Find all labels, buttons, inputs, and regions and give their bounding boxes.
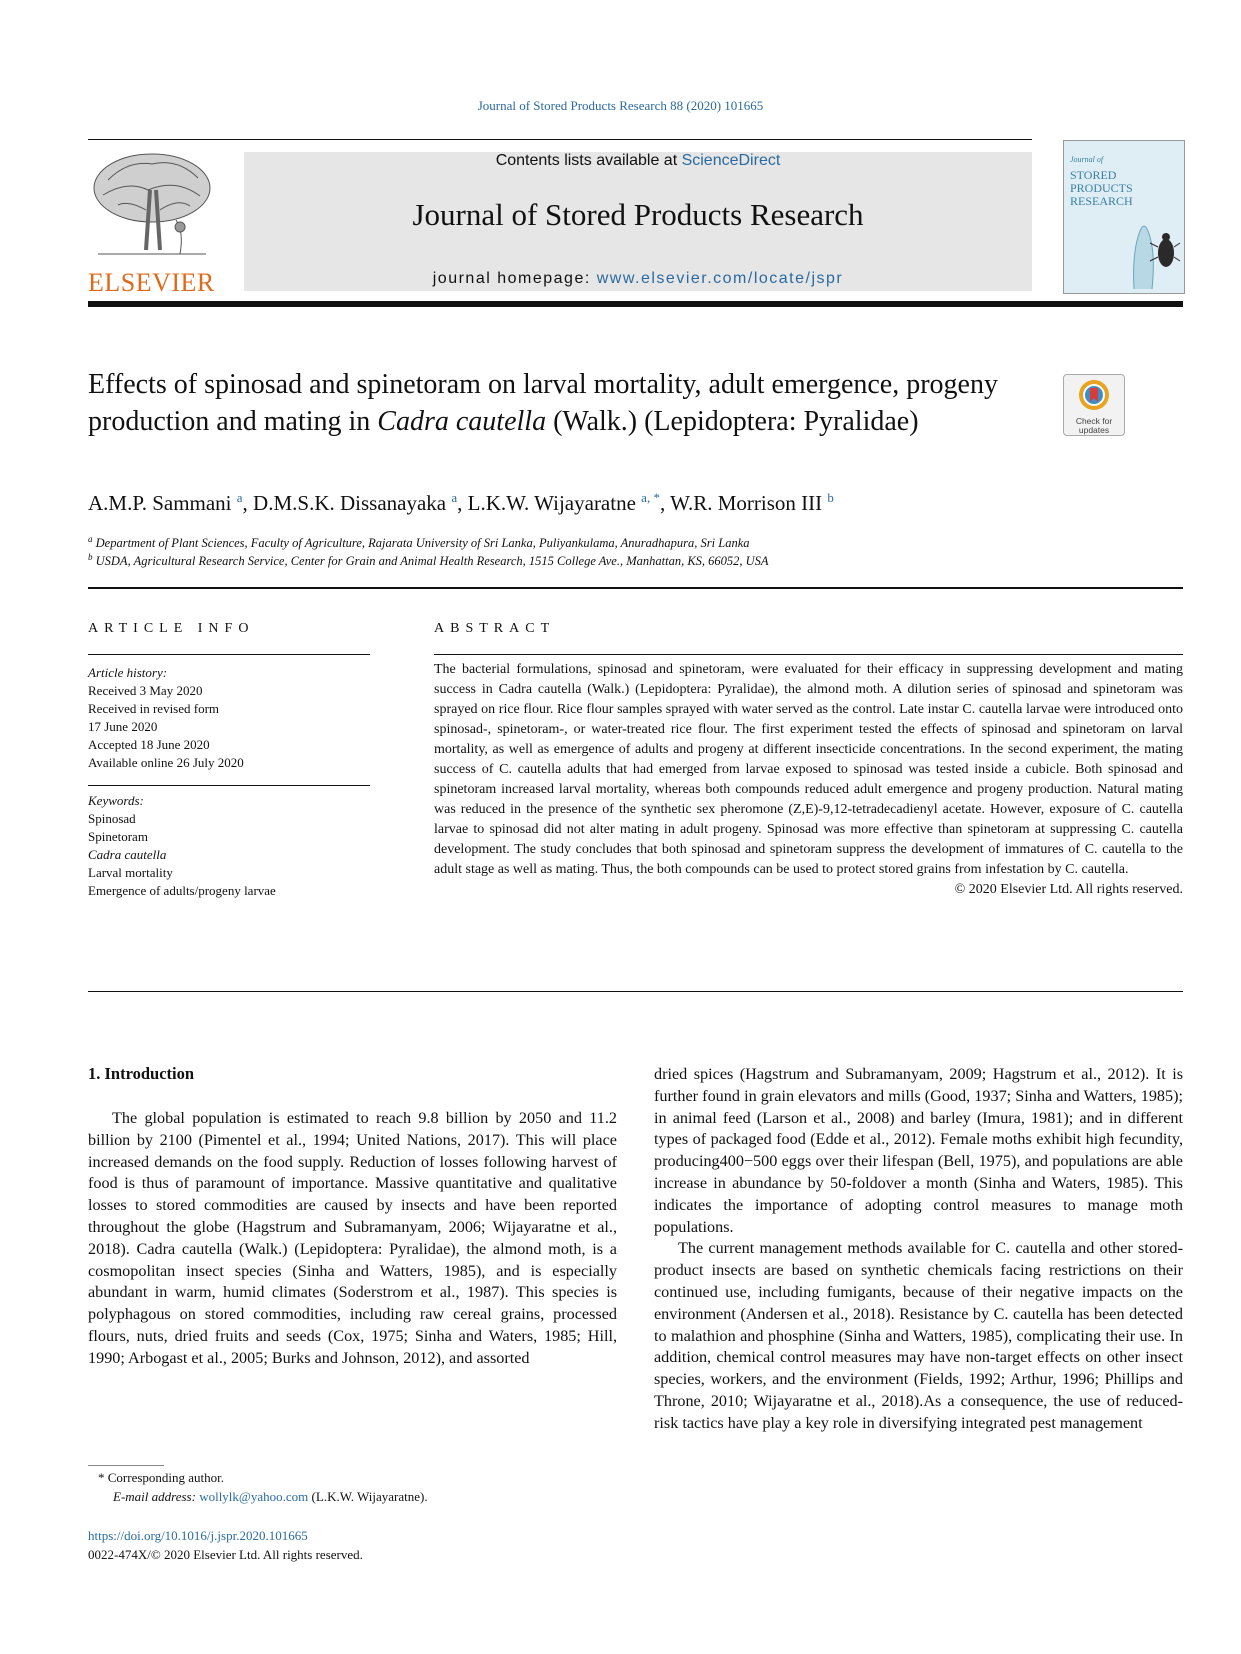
affiliation-text: Department of Plant Sciences, Faculty of Agriculture, Rajarata University of Sri Lanka, Puliyankulama, Anuradhapura, Sri Lanka (95, 536, 750, 551)
email-suffix: (L.K.W. Wijayaratne). (308, 1489, 428, 1504)
history-label: Article history: (88, 665, 168, 680)
affiliation-text: USDA, Agricultural Research Service, Center for Grain and Animal Health Research, 1515 College Ave., Manhattan, KS, 66052, USA (95, 554, 769, 569)
journal-banner (244, 152, 1032, 291)
email-line (88, 1487, 428, 1506)
footnote (88, 1468, 428, 1506)
history-item: Received in revised form (88, 701, 220, 716)
issn-copyright: 0022-474X/© 2020 Elsevier Ltd. All rights reserved. (88, 1547, 363, 1562)
author-affiliation-mark[interactable]: a (451, 490, 458, 505)
abstract-copyright: © 2020 Elsevier Ltd. All rights reserved. (954, 882, 1183, 897)
article-info-heading: ARTICLE INFO (88, 621, 255, 636)
title-species: Cadra cautella (377, 406, 547, 437)
author-affiliation-mark[interactable]: a, * (641, 490, 660, 505)
author-name[interactable]: D.M.S.K. Dissanayaka (253, 491, 447, 515)
author-name[interactable]: A.M.P. Sammani (88, 491, 232, 515)
intro-paragraph: dried spices (Hagstrum and Subramanyam, 2009; Hagstrum et al., 2012). It is further found in grain elevators and mills (Good, 1937; Sinha and Watters, 1985); in animal feed (Larson et al., 2008) and barley (Imura, 1981); and in different types of packaged food (Edde et al., 2012). Female moths exhibit high fecundity, producing400−500 eggs over their lifespan (Bell, 1975), and populations are able increase in abundance by 50-foldover a month (Sinha and Waters, 1985). This indicates the importance of adopting control measures to manage moth populations. (654, 1065, 1183, 1236)
article-info-rule (88, 654, 370, 655)
corresponding-author-note: * Corresponding author. (98, 1470, 225, 1485)
introduction-heading: 1. Introduction (88, 1064, 195, 1083)
footnote-rule (88, 1465, 164, 1466)
affiliation-label: b (88, 552, 93, 562)
cover-title (1070, 169, 1133, 208)
abstract-body (434, 660, 1183, 900)
intro-paragraph: The global population is estimated to reach 9.8 billion by 2050 and 11.2 billion by 2100 (Pimentel et al., 1994; United Nations, 2017). This will place increased demands on the food supply. Reduction of losses following harvest of food is thus of paramount of importance. Massive quantitative and qualitative losses to stored commodities are caused by insects and have been reported throughout the globe (Hagstrum and Subramanyam, 2006; Wijayaratne et al., 2018). Cadra cautella (Walk.) (Lepidoptera: Pyralidae), the almond moth, is a cosmopolitan insect species (Sinha and Watters, 1985), and is especially abundant in warm, humid climates (Soderstrom et al., 1987). This species is polyphagous on stored commodities, including raw cereal grains, processed flours, nuts, dried fruits and seeds (Cox, 1975; Sinha and Waters, 1985; Hill, 1990; Arbogast et al., 2005; Burks and Johnson, 2012), and assorted (88, 1109, 617, 1367)
intro-right-column (654, 1064, 1183, 1435)
homepage-prefix: journal homepage: (432, 270, 597, 287)
email-link[interactable]: wollylk@yahoo.com (199, 1489, 309, 1504)
email-label: E-mail address: (113, 1489, 200, 1504)
intro-left-column (88, 1108, 617, 1370)
author-name[interactable]: L.K.W. Wijayaratne (467, 491, 636, 515)
title-part: (Walk.) (Lepidoptera: Pyralidae) (546, 406, 919, 437)
homepage-link[interactable]: www.elsevier.com/locate/jspr (596, 270, 844, 287)
keyword: Spinosad (88, 811, 136, 826)
section-rule (88, 991, 1183, 992)
contents-prefix: Contents lists available at (495, 152, 682, 169)
header-bottom-rule (88, 301, 1183, 307)
intro-paragraph: The current management methods available for C. cautella and other stored-product insects are based on synthetic chemicals facing restrictions on their continued use, including fumigants, because of their negative impacts on the environment (Andersen et al., 2018). Resistance by C. cautella has been detected to malathion and phosphine (Sinha and Watters, 1985), complicating their use. In addition, chemical control measures may have non-target effects on other insect species, workers, and the environment (Fields, 1992; Arthur, 1996; Phillips and Throne, 2010; Wijayaratne et al., 2018).As a consequence, the use of reduced-risk tactics have play a key role in diversifying integrated pest management (654, 1239, 1183, 1432)
abstract-text: The bacterial formulations, spinosad and spinetoram, were evaluated for their efficacy in suppressing development and mating success in Cadra cautella (Walk.) (Lepidoptera: Pyralidae), the almond moth. A dilution series of spinosad and spinetoram was sprayed on rice flour. Rice flour samples sprayed with water served as the control. Late instar C. cautella larvae were introduced onto spinosad-, spinetoram-, or water-treated rice flour. The first experiment tested the effects of spinosad and spinetoram on larval mortality, as well as emergence of adults and progeny at different insecticide concentrations. In the second experiment, the mating success of C. cautella adults that had emerged from larvae exposed to spinosad was tested inside a cubicle. Both spinosad and spinetoram increased larval mortality, whereas both compounds reduced adult emergence and progeny production. Natural mating was reduced in the presence of the synthetic sex pheromone (Z,E)-9,12-tetradecadienyl acetate. However, exposure of C. cautella larvae to spinosad did not alter mating in adult progeny. Spinosad was more effective than spinetoram at suppressing C. cautella development. The study concludes that both spinosad and spinetoram suppress the development of immatures of C. cautella to the adult stage as well as mating. Thus, the both compounds can be used to protect stored grains from infestation by C. cautella. (434, 662, 1183, 877)
author-list: A.M.P. Sammani $^a$, D.M.S.K. Dissanayaka $^a$, L.K.W. Wijayaratne $^{a, *}$, W.R. Morrison III $^b$ (88, 490, 834, 515)
journal-cover[interactable] (1063, 140, 1185, 294)
history-item: Accepted 18 June 2020 (88, 737, 210, 752)
keyword: Cadra cautella (88, 847, 167, 862)
journal-title: Journal of Stored Products Research (412, 197, 864, 232)
history-item: Available online 26 July 2020 (88, 755, 244, 770)
author-affiliation-mark[interactable]: b (827, 490, 834, 505)
keyword: Emergence of adults/progeny larvae (88, 883, 276, 898)
doi-block (88, 1526, 363, 1564)
keywords-label: Keywords: (88, 793, 144, 808)
history-item: Received 3 May 2020 (88, 683, 203, 698)
cover-small-text: Journal of (1070, 155, 1104, 164)
affiliation-label: a (88, 534, 93, 544)
check-updates-label: Check for updates (1075, 416, 1113, 435)
beetle-icon (1104, 211, 1182, 291)
cover-title-line: STORED (1070, 168, 1117, 182)
doi-link[interactable]: https://doi.org/10.1016/j.jspr.2020.101665 (88, 1528, 308, 1543)
publisher-name: ELSEVIER (88, 268, 215, 297)
keyword: Larval mortality (88, 865, 173, 880)
keyword: Spinetoram (88, 829, 148, 844)
abstract-heading: ABSTRACT (434, 621, 556, 636)
title-part: Effects of spinosad and spinetoram on larval mortality, adult emergence, progeny production and mating in (88, 369, 998, 437)
author-name[interactable]: W.R. Morrison III (670, 491, 823, 515)
check-updates-icon (1077, 378, 1111, 412)
affiliation (88, 552, 769, 569)
elsevier-logo (88, 150, 216, 297)
contents-line (244, 152, 1032, 170)
check-for-updates-button[interactable] (1063, 374, 1125, 436)
cover-title-line: RESEARCH (1070, 194, 1133, 208)
author-affiliation-mark[interactable]: a (236, 490, 243, 505)
keywords (88, 792, 370, 900)
keywords-rule (88, 785, 370, 786)
history-item: 17 June 2020 (88, 719, 158, 734)
sciencedirect-link[interactable]: ScienceDirect (681, 152, 781, 169)
abstract-rule (434, 654, 1183, 655)
header-top-rule (88, 139, 1032, 140)
article-history (88, 664, 370, 772)
section-rule (88, 587, 1183, 589)
cover-title-line: PRODUCTS (1070, 181, 1133, 195)
homepage-line (244, 270, 1032, 288)
article-title (88, 366, 1048, 440)
journal-citation[interactable]: Journal of Stored Products Research 88 (2020) 101665 (477, 98, 764, 113)
affiliation (88, 534, 750, 551)
